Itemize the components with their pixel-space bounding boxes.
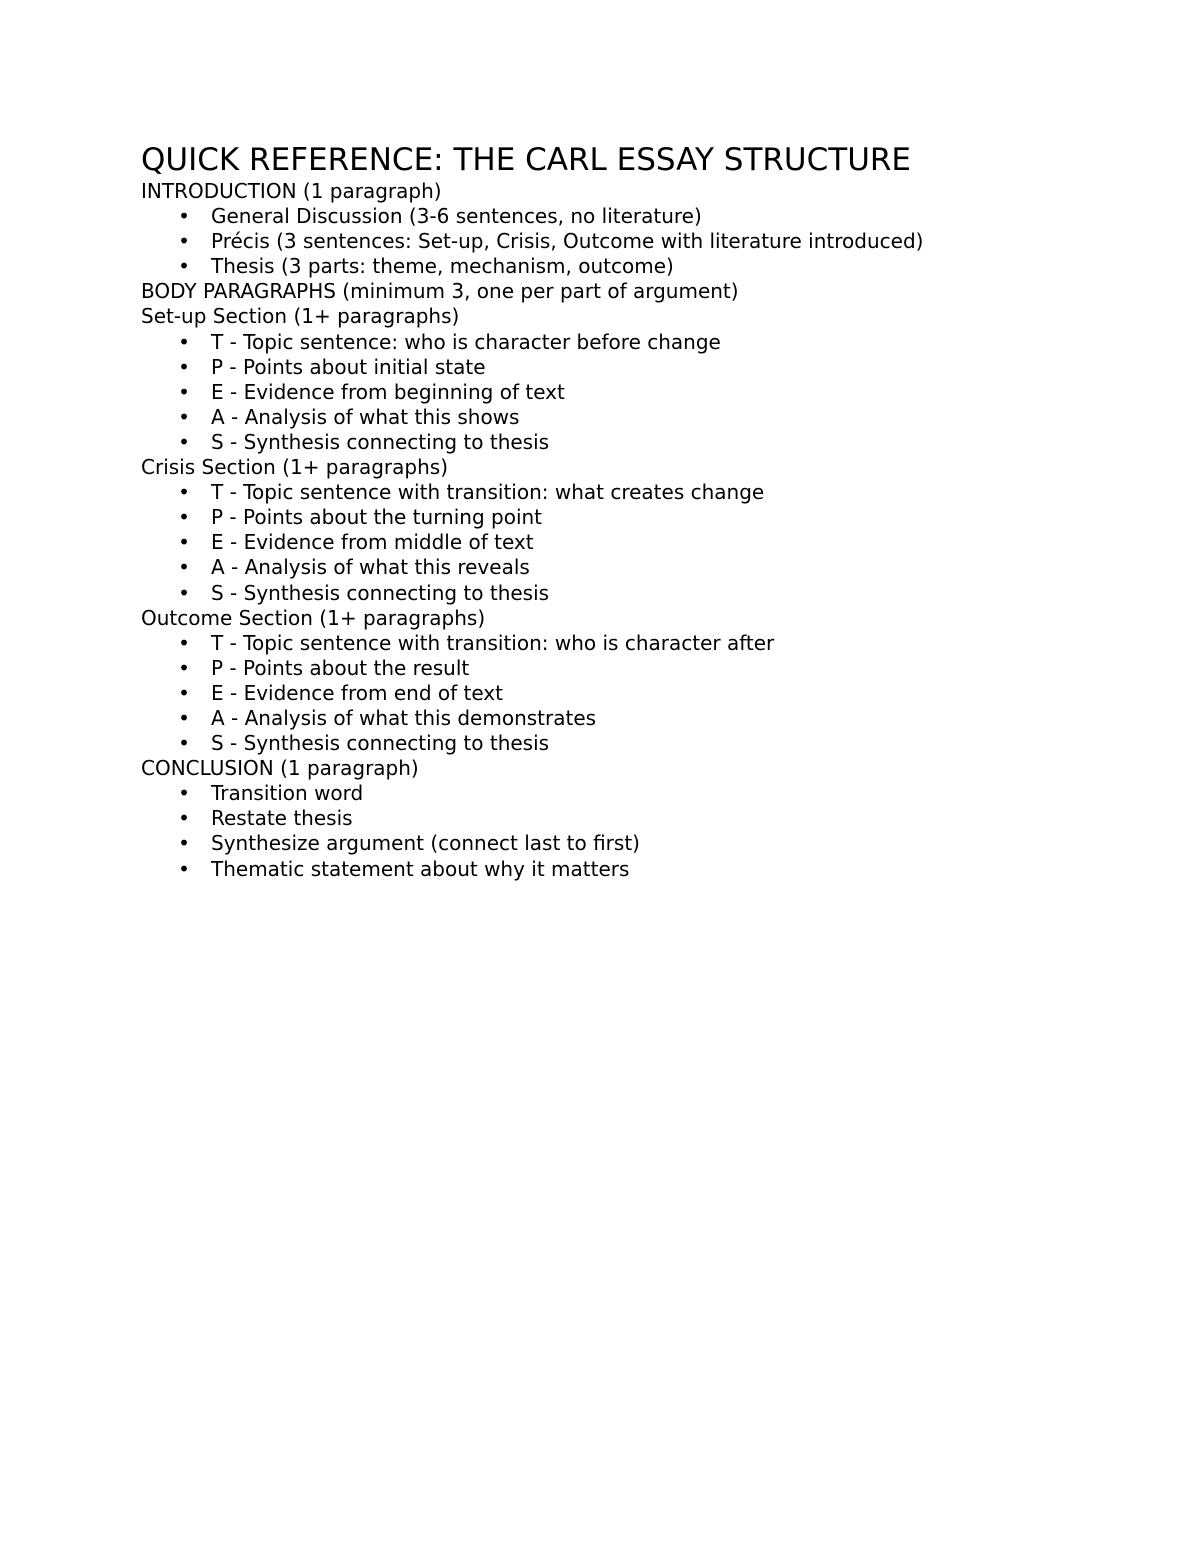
bullet-list (141, 204, 1101, 279)
list-item-text: A - Analysis of what this demonstrates (211, 705, 597, 730)
list-item-text: T - Topic sentence with transition: who is character after (211, 630, 775, 655)
bullet-icon: • (178, 781, 190, 806)
section-heading: INTRODUCTION (1 paragraph) (141, 179, 442, 203)
section-heading: CONCLUSION (1 paragraph) (141, 756, 419, 781)
bullet-icon: • (178, 731, 190, 756)
bullet-icon: • (178, 655, 190, 680)
list-item (141, 806, 1101, 831)
section-heading: Outcome Section (1+ paragraphs) (141, 605, 486, 630)
list-item (141, 781, 1101, 806)
list-item (141, 656, 1101, 681)
list-item-text: S - Synthesis connecting to thesis (211, 731, 550, 756)
bullet-list (141, 631, 1101, 756)
list-item-text: A - Analysis of what this reveals (211, 555, 530, 580)
section-heading: BODY PARAGRAPHS (minimum 3, one per part of argument) (141, 279, 739, 304)
list-item-text: P - Points about initial state (211, 354, 486, 379)
list-item-text: Thesis (3 parts: theme, mechanism, outcome) (211, 254, 674, 279)
bullet-icon: • (178, 329, 190, 354)
list-item (141, 731, 1101, 756)
list-item-text: General Discussion (3-6 sentences, no literature) (211, 204, 702, 229)
list-item-text: Synthesize argument (connect last to first) (211, 831, 640, 856)
bullet-icon: • (178, 580, 190, 605)
bullet-icon: • (178, 806, 190, 831)
list-item (141, 505, 1101, 530)
list-item (141, 631, 1101, 656)
list-item (141, 430, 1101, 455)
list-item-text: A - Analysis of what this shows (211, 404, 520, 429)
list-item-text: P - Points about the turning point (211, 505, 543, 530)
bullet-icon: • (178, 505, 190, 530)
bullet-icon: • (178, 530, 190, 555)
list-item (141, 204, 1101, 229)
bullet-icon: • (178, 705, 190, 730)
list-item (141, 581, 1101, 606)
section-heading: Crisis Section (1+ paragraphs) (141, 455, 449, 480)
bullet-icon: • (178, 379, 190, 404)
list-item-text: T - Topic sentence: who is character before change (211, 329, 721, 354)
list-item (141, 380, 1101, 405)
list-item (141, 681, 1101, 706)
list-item-text: T - Topic sentence with transition: what creates change (211, 480, 765, 505)
bullet-icon: • (178, 680, 190, 705)
bullet-icon: • (178, 856, 190, 881)
list-item-text: E - Evidence from end of text (211, 680, 503, 705)
list-item-text: Thematic statement about why it matters (211, 856, 630, 881)
list-item-text: Précis (3 sentences: Set-up, Crisis, Outcome with literature introduced) (211, 229, 924, 254)
list-item-text: S - Synthesis connecting to thesis (211, 580, 550, 605)
list-item (141, 330, 1101, 355)
list-item-text: P - Points about the result (211, 655, 470, 680)
list-item (141, 405, 1101, 430)
bullet-icon: • (178, 229, 190, 254)
list-item-text: S - Synthesis connecting to thesis (211, 429, 550, 454)
list-item (141, 831, 1101, 856)
document-title: QUICK REFERENCE: THE CARL ESSAY STRUCTURE (141, 142, 912, 178)
list-item-text: E - Evidence from middle of text (211, 530, 534, 555)
bullet-icon: • (178, 480, 190, 505)
list-item (141, 229, 1101, 254)
list-item-text: Transition word (211, 781, 364, 806)
list-item (141, 254, 1101, 279)
bullet-list (141, 330, 1101, 455)
list-item (141, 355, 1101, 380)
bullet-list (141, 480, 1101, 605)
bullet-icon: • (178, 254, 190, 279)
list-item (141, 480, 1101, 505)
list-item-text: Restate thesis (211, 806, 353, 831)
bullet-list (141, 781, 1101, 881)
bullet-icon: • (178, 555, 190, 580)
bullet-icon: • (178, 354, 190, 379)
list-item-text: E - Evidence from beginning of text (211, 379, 565, 404)
bullet-icon: • (178, 404, 190, 429)
section-heading: Set-up Section (1+ paragraphs) (141, 304, 460, 329)
bullet-icon: • (178, 204, 190, 229)
document-page (141, 141, 1101, 882)
list-item (141, 555, 1101, 580)
document-body (141, 179, 1101, 882)
bullet-icon: • (178, 429, 190, 454)
list-item (141, 530, 1101, 555)
bullet-icon: • (178, 630, 190, 655)
bullet-icon: • (178, 831, 190, 856)
list-item (141, 706, 1101, 731)
list-item (141, 857, 1101, 882)
